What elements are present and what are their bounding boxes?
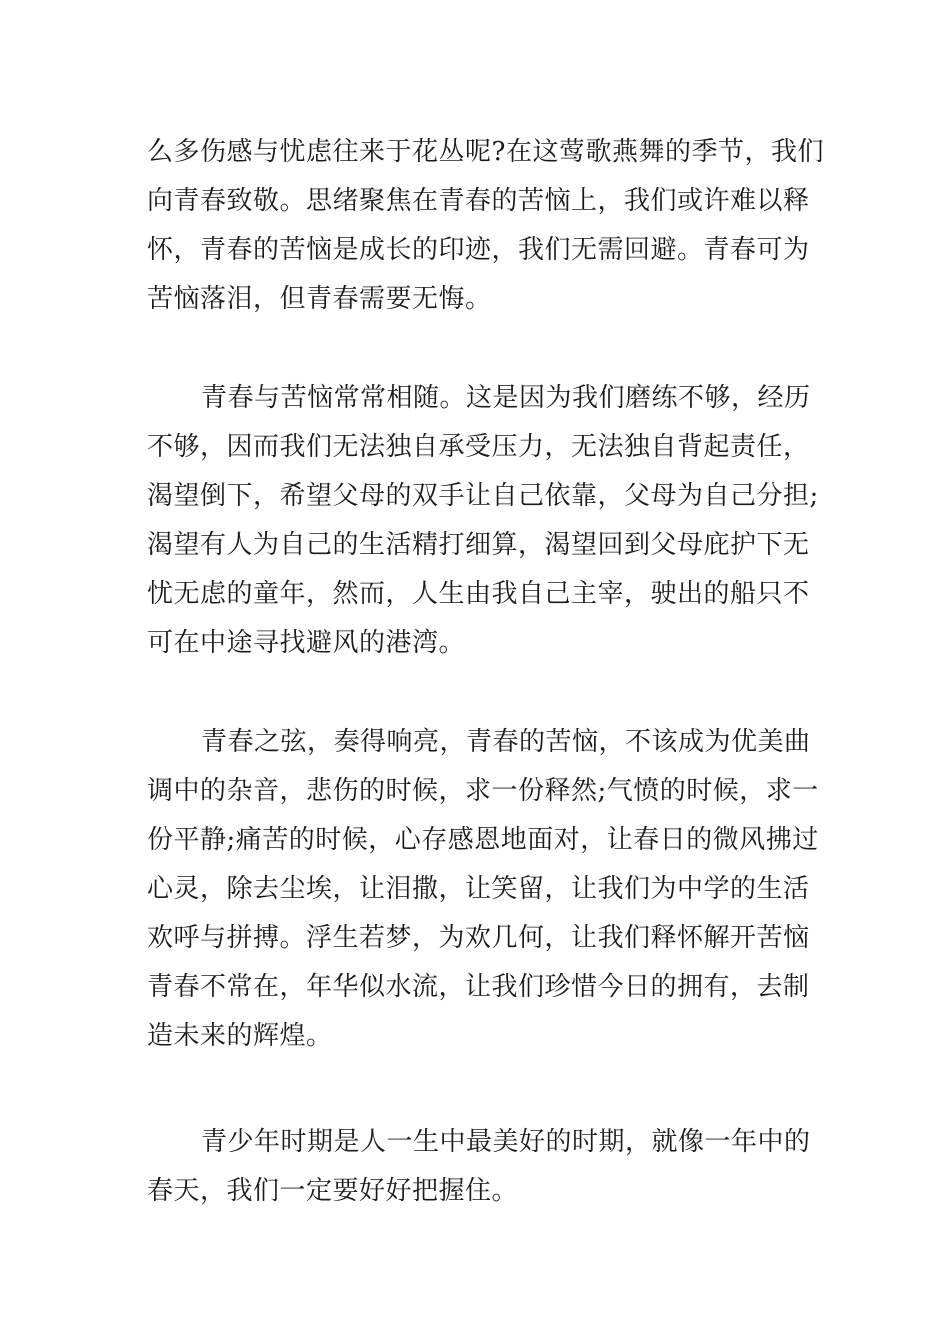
text-line: 份平静;痛苦的时候，心存感恩地面对，让春日的微风拂过 <box>147 825 819 855</box>
paragraph-1 <box>147 128 824 324</box>
text-line: 渴望倒下，希望父母的双手让自己依靠，父母为自己分担; <box>147 481 819 511</box>
text-line: 不够，因而我们无法独自承受压力，无法独自背起责任， <box>147 432 810 462</box>
text-line: 忧无虑的童年，然而，人生由我自己主宰，驶出的船只不 <box>147 579 810 609</box>
text-line: 心灵，除去尘埃，让泪撒，让笑留，让我们为中学的生活 <box>147 874 810 904</box>
text-line: 调中的杂音，悲伤的时候，求一份释然;气愤的时候，求一 <box>147 776 819 806</box>
text-line-indented: 青春之弦，奏得响亮，青春的苦恼，不该成为优美曲 <box>201 727 811 757</box>
text-line-indented: 青春与苦恼常常相随。这是因为我们磨练不够，经历 <box>201 383 811 413</box>
text-line: 么多伤感与忧虑往来于花丛呢?在这莺歌燕舞的季节，我们 <box>147 137 824 167</box>
text-line: 苦恼落泪，但青春需要无悔。 <box>147 284 492 314</box>
text-line: 春天，我们一定要好好把握住。 <box>147 1176 519 1206</box>
paragraph-4 <box>147 1118 811 1216</box>
text-line: 欢呼与拼搏。浮生若梦，为欢几何，让我们释怀解开苦恼 <box>147 923 810 953</box>
text-line: 向青春致敬。思绪聚焦在青春的苦恼上，我们或许难以释 <box>147 186 810 216</box>
paragraph-3 <box>147 718 819 1061</box>
text-line: 渴望有人为自己的生活精打细算，渴望回到父母庇护下无 <box>147 530 810 560</box>
text-line: 怀，青春的苦恼是成长的印迹，我们无需回避。青春可为 <box>147 235 810 265</box>
text-line-indented: 青少年时期是人一生中最美好的时期，就像一年中的 <box>201 1127 811 1157</box>
paragraph-2 <box>147 374 819 668</box>
text-line: 造未来的辉煌。 <box>147 1021 333 1051</box>
text-line: 可在中途寻找避风的港湾。 <box>147 628 466 658</box>
text-line: 青春不常在，年华似水流，让我们珍惜今日的拥有，去制 <box>147 972 810 1002</box>
